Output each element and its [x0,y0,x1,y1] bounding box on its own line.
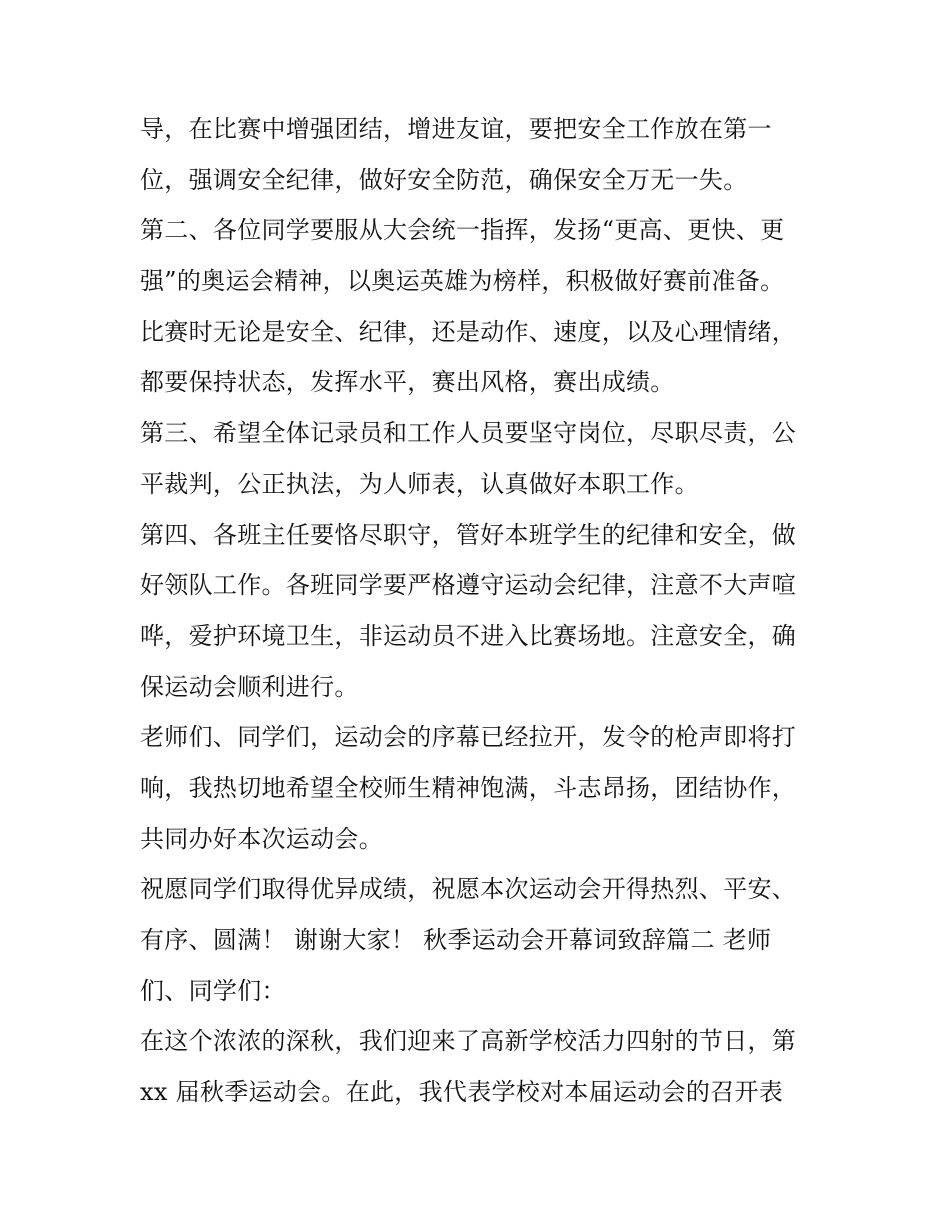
text-line-1: 导，在比赛中增强团结，增进友谊，要把安全工作放在第一 [140,115,772,143]
text-line-13: 老师们、同学们，运动会的序幕已经拉开，发令的枪声即将打 [140,723,797,752]
text-line-5: 比赛时无论是安全、纪律，还是动作、速度，以及心理情绪， [140,317,797,346]
text-line-6: 都要保持状态，发挥水平，赛出风格，赛出成绩。 [140,368,675,397]
text-line-10: 好领队工作。各班同学要严格遵守运动会纪律，注意不大声喧 [140,571,797,600]
text-line-17: 有序、圆满！ 谢谢大家！ 秋季运动会开幕词致辞篇二 老师 [140,926,772,954]
text-line-15: 共同办好本次运动会。 [140,824,383,853]
text-line-20: xx 届秋季运动会。在此，我代表学校对本届运动会的召开表 [140,1078,784,1107]
text-line-14: 响，我热切地希望全校师生精神饱满，斗志昂扬，团结协作， [140,773,797,802]
text-line-8: 平裁判，公正执法，为人师表，认真做好本职工作。 [140,469,699,498]
text-line-18: 们、同学们： [140,976,286,1005]
text-line-9: 第四、各班主任要恪尽职守，管好本班学生的纪律和安全，做 [140,520,797,549]
text-line-4: 强”的奥运会精神，以奥运英雄为榜样，积极做好赛前准备。 [140,267,785,296]
text-line-16: 祝愿同学们取得优异成绩，祝愿本次运动会开得热烈、平安、 [140,875,797,904]
text-line-12: 保运动会顺利进行。 [140,672,359,701]
text-line-3: 第二、各位同学要服从大会统一指挥，发扬“更高、更快、更 [140,216,785,245]
text-line-19: 在这个浓浓的深秋，我们迎来了高新学校活力四射的节日，第 [140,1027,797,1056]
text-line-7: 第三、希望全体记录员和工作人员要坚守岗位，尽职尽责，公 [140,419,797,448]
text-line-2: 位，强调安全纪律，做好安全防范，确保安全万无一失。 [140,165,748,194]
text-line-11: 哗，爱护环境卫生，非运动员不进入比赛场地。注意安全，确 [140,621,797,650]
document-body [140,104,820,1118]
